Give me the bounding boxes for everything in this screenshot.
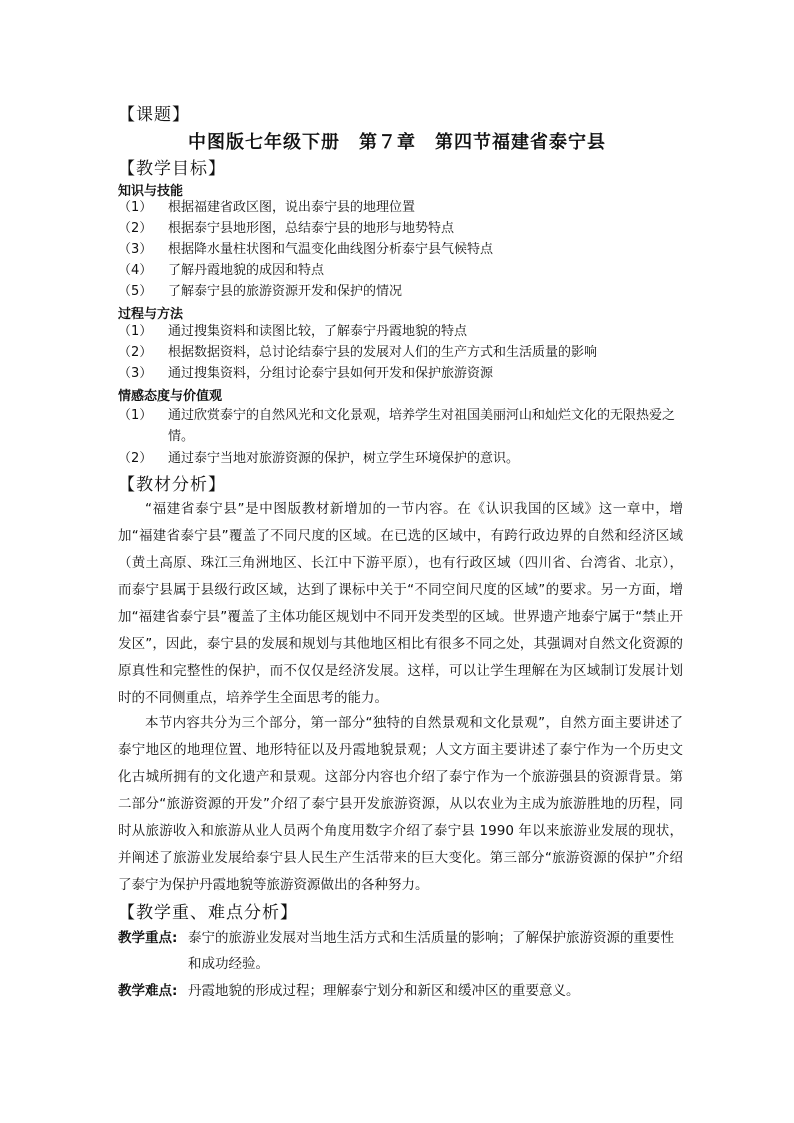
analysis-paragraph: 本节内容共分为三个部分，第一部分“独特的自然景观和文化景观”，自然方面主要讲述了泰宁地区的地理位置、地形特征以及丹霞地貌景观；人文方面主要讲述了泰宁作为一个历史文化古城所拥有的文化遗产和景观。这部分内容也介绍了泰宁作为一个旅游强县的资源背景。第二部分“旅游资源的开发”介绍了泰宁县开发旅游资源，从以农业为主成为旅游胜地的历程，同时从旅游收入和旅游从业人员两个角度用数字介绍了泰宁县 1990 年以来旅游业发展的现状，并阐述了旅游业发展给泰宁县人民生产生活带来的巨大变化。第三部分“旅游资源的保护”介绍了泰宁为保护丹霞地貌等旅游资源做出的各种努力。	[118, 715, 683, 893]
teaching-difficulty: 教学难点: 丹霞地貌的形成过程；理解泰宁划分和新区和缓冲区的重要意义。	[118, 983, 580, 999]
page-title: 中图版七年级下册 第７章 第四节福建省泰宁县	[188, 132, 606, 153]
process-heading: 过程与方法	[118, 307, 184, 322]
teaching-focus: 教学重点: 泰宁的旅游业发展对当地生活方式和生活质量的影响；了解保护旅游资源的重要性和成功经验。	[118, 930, 674, 972]
key-points-label: 【教学重、难点分析】	[118, 903, 298, 923]
process-item: （1） 通过搜集资料和读图比较，了解泰宁丹霞地貌的特点	[118, 324, 468, 339]
knowledge-heading: 知识与技能	[118, 184, 184, 199]
process-item: （2） 根据数据资料，总讨论结泰宁县的发展对人们的生产方式和生活质量的影响	[118, 345, 598, 360]
knowledge-item: （2） 根据泰宁县地形图，总结泰宁县的地形与地势特点	[118, 221, 455, 236]
process-item: （3） 通过搜集资料，分组讨论泰宁县如何开发和保护旅游资源	[118, 366, 494, 381]
objectives-label: 【教学目标】	[118, 159, 226, 179]
attitude-heading: 情感态度与价值观	[118, 389, 223, 404]
knowledge-item: （3） 根据降水量柱状图和气温变化曲线图分析泰宁县气候特点	[118, 242, 494, 257]
topic-label: 【课题】	[118, 105, 190, 125]
knowledge-item: （4） 了解丹霞地貌的成因和特点	[118, 263, 325, 278]
attitude-item: （2） 通过泰宁当地对旅游资源的保护，树立学生环境保护的意识。	[118, 451, 520, 466]
attitude-item: （1） 通过欣赏泰宁的自然风光和文化景观，培养学生对祖国美丽河山和灿烂文化的无限热爱之情。	[118, 408, 676, 444]
knowledge-item: （5） 了解泰宁县的旅游资源开发和保护的情况	[118, 284, 403, 299]
analysis-label: 【教材分析】	[118, 475, 226, 495]
analysis-paragraph: “福建省泰宁县”是中图版教材新增加的一节内容。在《认识我国的区域》这一章中，增加“福建省泰宁县”覆盖了不同尺度的区域。在已选的区域中，有跨行政边界的自然和经济区域（黄土高原、珠江三角洲地区、长江中下游平原），也有行政区域（四川省、台湾省、北京），而泰宁县属于县级行政区域，达到了课标中关于“不同空间尺度的区域”的要求。另一方面，增加“福建省泰宁县”覆盖了主体功能区规划中不同开发类型的区域。世界遗产地泰宁属于“禁止开发区”，因此，泰宁县的发展和规划与其他地区相比有很多不同之处，其强调对自然文化资源的原真性和完整性的保护，而不仅仅是经济发展。这样，可以让学生理解在为区域制订发展计划时的不同侧重点，培养学生全面思考的能力。	[118, 501, 683, 706]
knowledge-item: （1） 根据福建省政区图，说出泰宁县的地理位置	[118, 200, 416, 215]
